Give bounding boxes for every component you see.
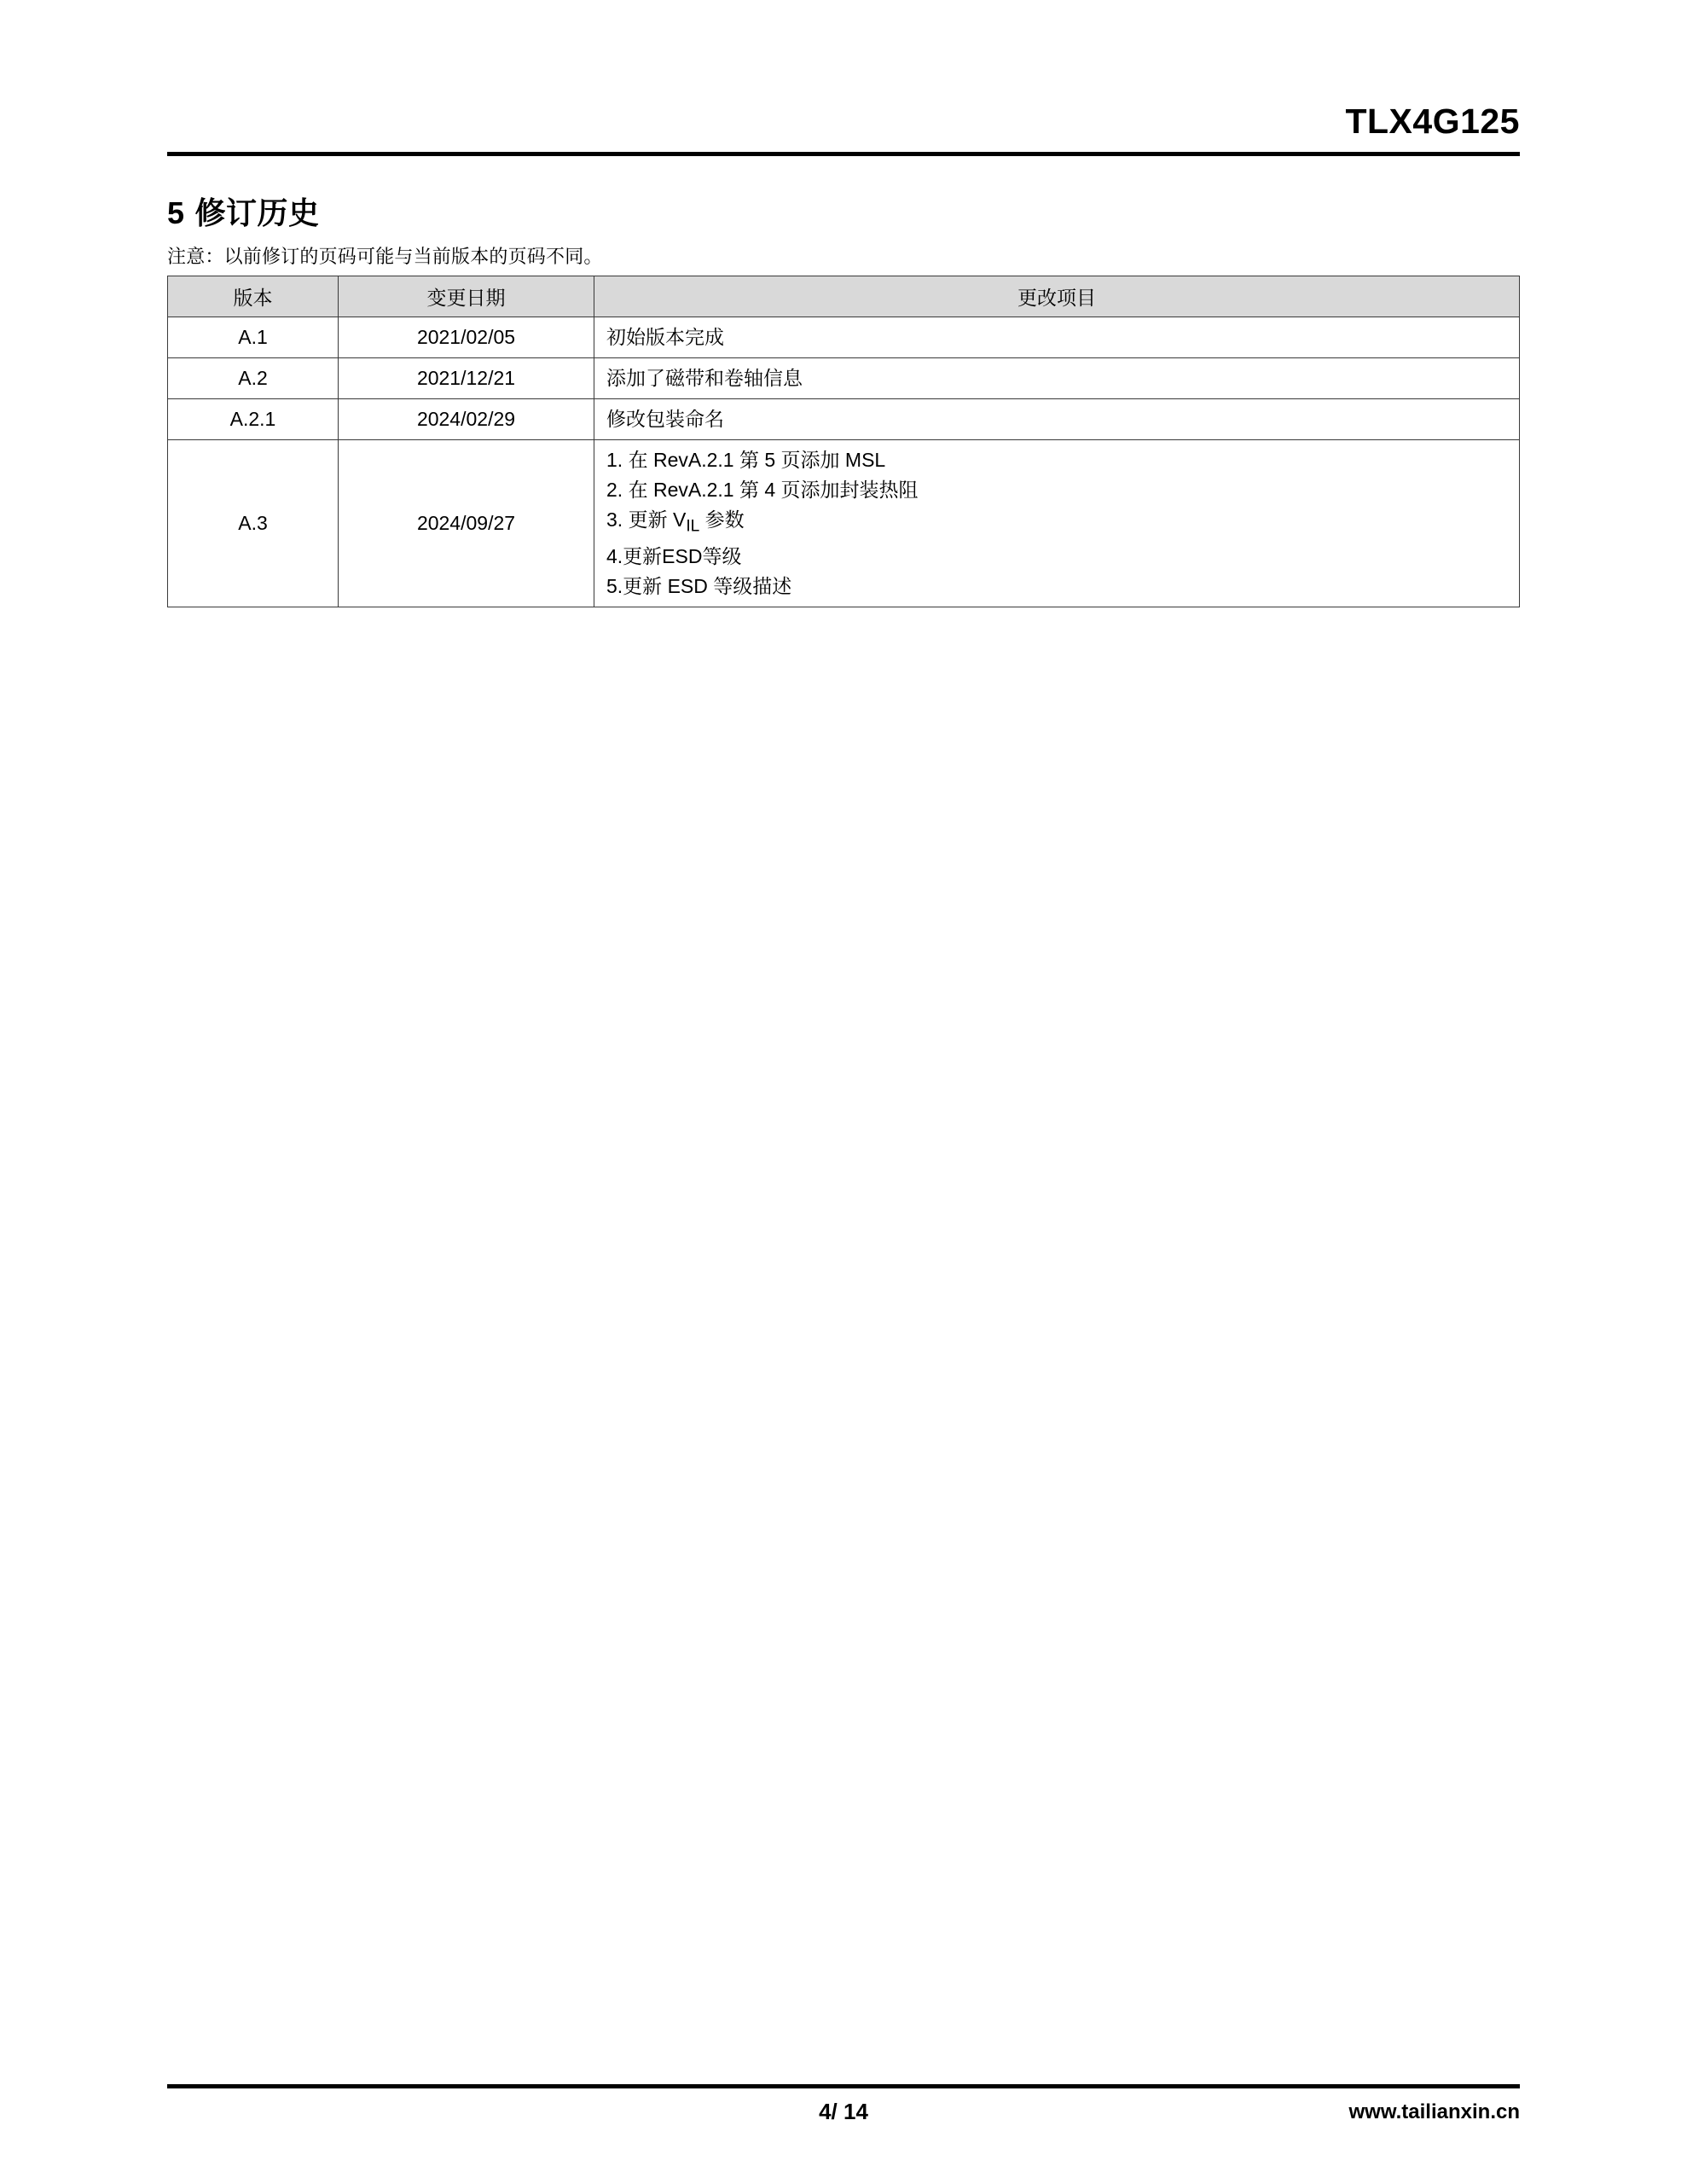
change-item-line: 5.更新 ESD 等级描述 bbox=[606, 574, 792, 597]
cell-change-items bbox=[594, 399, 1520, 440]
column-header-date: 变更日期 bbox=[339, 276, 594, 317]
page-number: 4/ 14 bbox=[819, 2099, 868, 2124]
change-item-line: 3. 更新 $V_{IL}$ 参数 bbox=[606, 508, 745, 536]
cell-date: 2021/12/21 bbox=[339, 358, 594, 399]
cell-change-items bbox=[594, 358, 1520, 399]
section-title-text: 修订历史 bbox=[194, 195, 320, 230]
page-header bbox=[167, 101, 1520, 152]
cell-version: A.3 bbox=[168, 440, 339, 607]
header-divider bbox=[167, 152, 1520, 156]
page-footer bbox=[167, 2099, 1520, 2133]
section-note: 注意：以前修订的页码可能与当前版本的页码不同。 bbox=[167, 246, 603, 267]
cell-date: 2021/02/05 bbox=[339, 317, 594, 358]
cell-change-items bbox=[594, 440, 1520, 607]
change-item-line: 初始版本完成 bbox=[606, 326, 724, 348]
website-url: www.tailianxin.cn bbox=[1348, 2100, 1520, 2123]
column-header-version: 版本 bbox=[168, 276, 339, 317]
table-row bbox=[168, 440, 1520, 607]
change-item-line: 4.更新ESD等级 bbox=[606, 544, 742, 567]
cell-change-items bbox=[594, 317, 1520, 358]
table-body bbox=[168, 317, 1520, 607]
cell-version: A.1 bbox=[168, 317, 339, 358]
footer-divider bbox=[167, 2084, 1520, 2088]
table-row bbox=[168, 399, 1520, 440]
section-heading bbox=[167, 189, 320, 233]
change-item-line: 添加了磁带和卷轴信息 bbox=[606, 367, 803, 389]
change-item-line: 1. 在 RevA.2.1 第 5 页添加 MSL bbox=[606, 449, 886, 471]
table-row bbox=[168, 358, 1520, 399]
cell-version: A.2.1 bbox=[168, 399, 339, 440]
cell-date: 2024/09/27 bbox=[339, 440, 594, 607]
cell-version: A.2 bbox=[168, 358, 339, 399]
change-item-line: 2. 在 RevA.2.1 第 4 页添加封装热阻 bbox=[606, 479, 919, 501]
cell-date: 2024/02/29 bbox=[339, 399, 594, 440]
change-item-line: 修改包装命名 bbox=[606, 408, 724, 430]
table-header-row bbox=[168, 276, 1520, 317]
revision-history-table bbox=[167, 276, 1520, 607]
table-row bbox=[168, 317, 1520, 358]
column-header-items: 更改项目 bbox=[594, 276, 1520, 317]
part-number-title: TLX4G125 bbox=[1345, 102, 1520, 141]
section-number: 5 bbox=[167, 195, 185, 230]
